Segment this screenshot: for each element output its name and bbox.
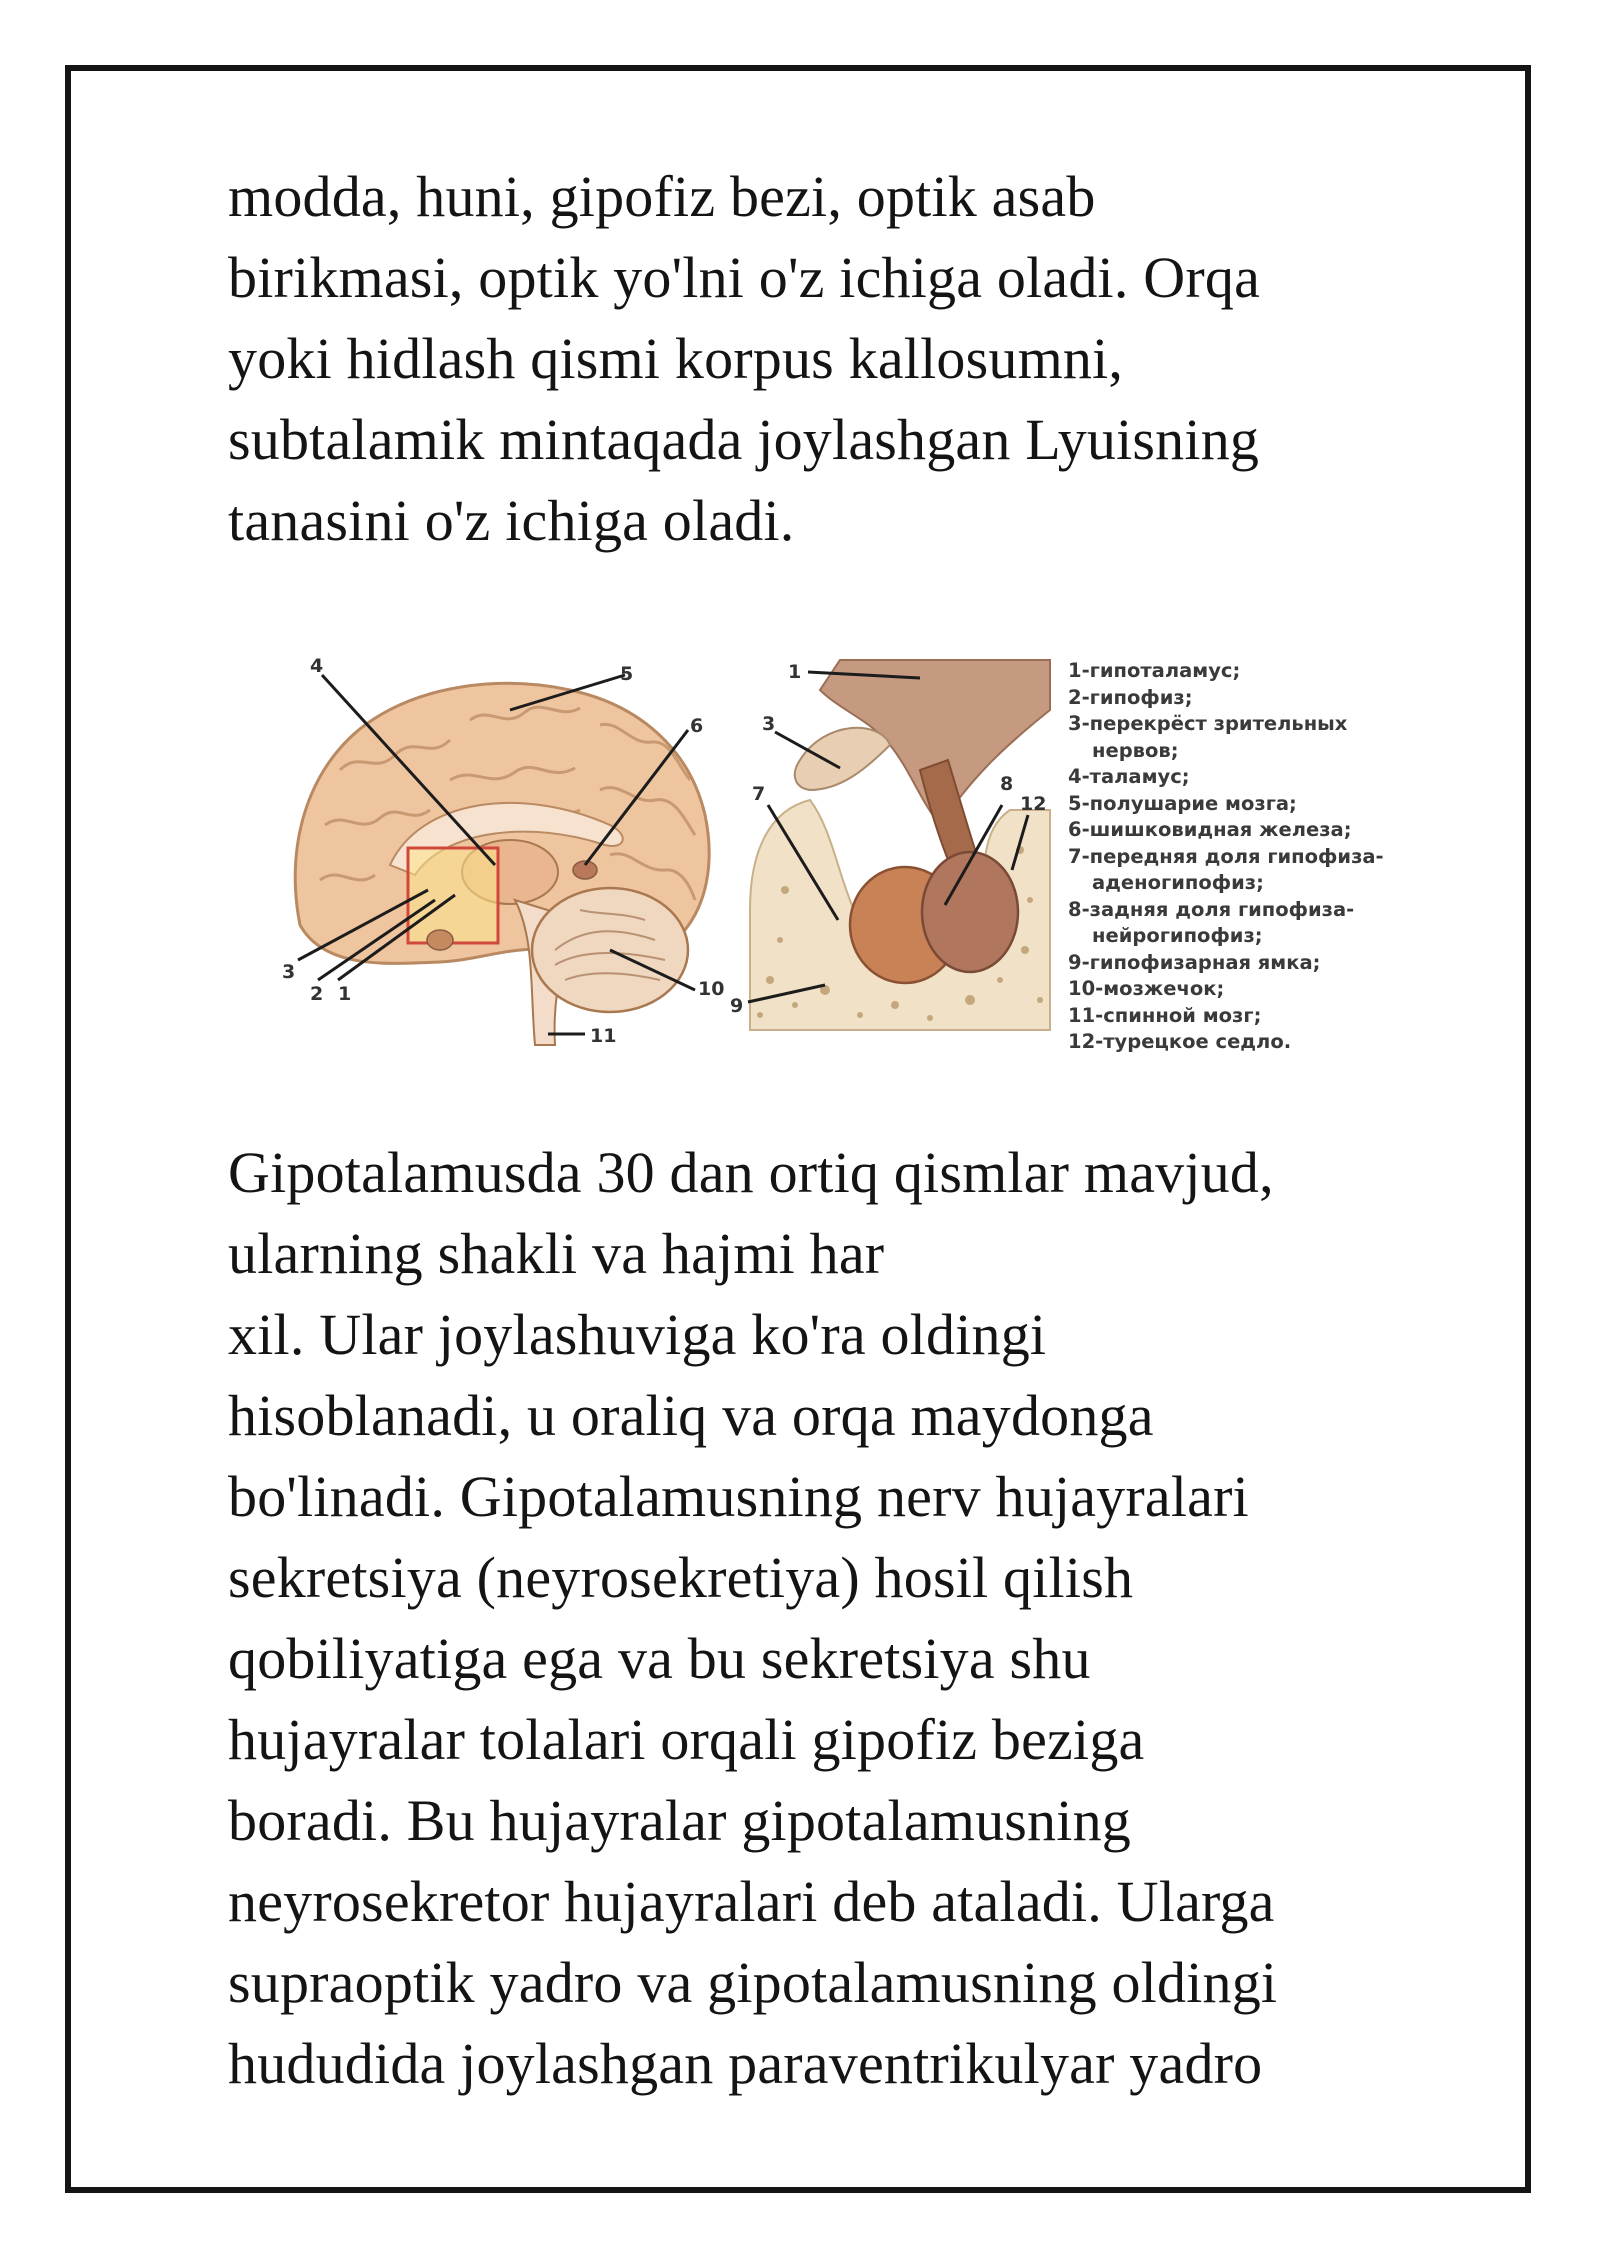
text-line: Gipotalamusda 30 dan ortiq qismlar mavjud, [228, 1140, 1274, 1205]
legend-item: 6-шишковидная железа; [1068, 818, 1352, 841]
label-num: 6 [690, 715, 704, 737]
legend-item: 11-спинной мозг; [1068, 1003, 1262, 1027]
label-num: 9 [730, 995, 744, 1017]
pituitary-gland-drawing [730, 660, 1050, 1030]
label-num: 10 [698, 978, 725, 1000]
brain-sagittal-drawing [282, 655, 724, 1047]
legend-item: 1-гипоталамус; [1068, 659, 1241, 682]
text-line: yoki hidlash qismi korpus kallosumni, [228, 326, 1124, 391]
label-num: 1 [338, 983, 352, 1005]
text-line: boradi. Bu hujayralar gipotalamusning [228, 1788, 1131, 1853]
label-num: 12 [1020, 793, 1047, 815]
label-num: 3 [282, 961, 296, 983]
legend-item: 2-гипофиз; [1068, 685, 1193, 709]
legend-item: 9-гипофизарная ямка; [1068, 950, 1321, 974]
legend-item: 12-турецкое седло. [1068, 1030, 1292, 1053]
text-line: xil. Ular joylashuviga ko'ra oldingi [228, 1302, 1047, 1367]
label-num: 5 [620, 663, 634, 685]
text-line: tanasini o'z ichiga oladi. [228, 488, 795, 553]
figure-legend [1068, 658, 1428, 1056]
legend-item: 3-перекрёст зрительных [1068, 712, 1348, 735]
anatomy-illustration [280, 650, 1070, 1070]
text-line: subtalamik mintaqada joylashgan Lyuisning [228, 407, 1260, 472]
legend-item: нейрогипофиз; [1092, 924, 1263, 947]
text-line: qobiliyatiga ega va bu sekretsiya shu [228, 1626, 1091, 1691]
legend-item: 7-передняя доля гипофиза- [1068, 844, 1384, 868]
label-num: 3 [762, 713, 776, 735]
text-line: sekretsiya (neyrosekretiya) hosil qilish [228, 1545, 1134, 1610]
legend-item: нервов; [1092, 738, 1179, 762]
label-num: 2 [310, 983, 324, 1005]
legend-item: 4-таламус; [1068, 765, 1190, 788]
text-line: neyrosekretor hujayralari deb ataladi. Ularga [228, 1869, 1275, 1934]
label-num: 8 [1000, 773, 1014, 795]
text-line: bo'linadi. Gipotalamusning nerv hujayralari [228, 1464, 1249, 1529]
label-num: 4 [310, 655, 324, 677]
text-line: hisoblanadi, u oraliq va orqa maydonga [228, 1383, 1154, 1448]
legend-item: аденогипофиз; [1092, 871, 1264, 894]
text-line: supraoptik yadro va gipotalamusning oldingi [228, 1950, 1278, 2015]
paragraph-top [228, 156, 1528, 561]
text-line: hujayralar tolalari orqali gipofiz beziga [228, 1707, 1145, 1772]
legend-item: 8-задняя доля гипофиза- [1068, 897, 1355, 921]
text-line: birikmasi, optik yo'lni o'z ichiga oladi. Orqa [228, 245, 1261, 310]
legend-item: 10-мозжечок; [1068, 977, 1225, 1000]
label-num: 7 [752, 783, 766, 805]
label-num: 11 [590, 1025, 617, 1047]
text-line: hududida joylashgan paraventrikulyar yadro [228, 2031, 1263, 2096]
text-line: modda, huni, gipofiz bezi, optik asab [228, 164, 1096, 229]
legend-item: 5-полушарие мозга; [1068, 791, 1297, 815]
text-line: ularning shakli va hajmi har [228, 1221, 885, 1286]
paragraph-bottom [228, 1132, 1528, 2104]
label-num: 1 [788, 661, 802, 683]
